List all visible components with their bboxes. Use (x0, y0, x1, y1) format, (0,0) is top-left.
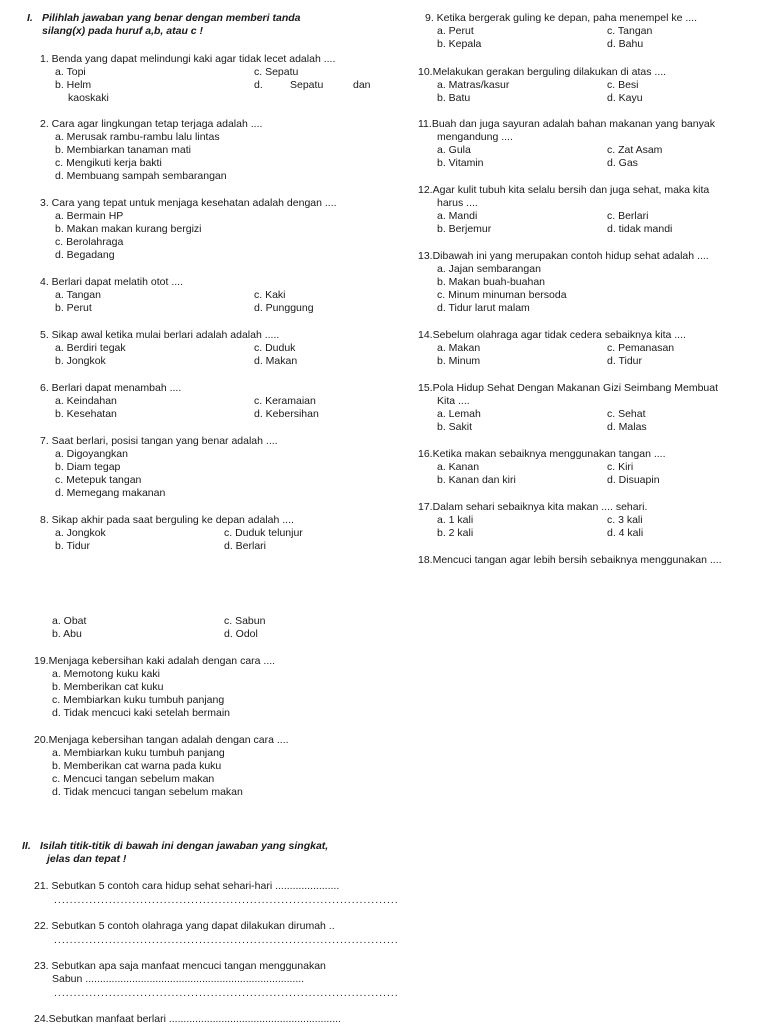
question-9-text: 9. Ketika bergerak guling ke depan, paha menempel ke .... (425, 12, 698, 24)
question-6-text: 6. Berlari dapat menambah .... (40, 382, 182, 394)
question-13-option-c: c. Minum minuman bersoda (437, 289, 567, 301)
question-12-option-b: b. Berjemur (437, 223, 492, 235)
question-2-option-b: b. Membiarkan tanaman mati (55, 144, 191, 156)
question-15-text-line2: Kita .... (437, 395, 470, 407)
question-12-option-a: a. Mandi (437, 210, 478, 222)
question-12-text-line2: harus .... (437, 197, 478, 209)
question-9-option-d: d. Bahu (607, 38, 644, 50)
question-7-text: 7. Saat berlari, posisi tangan yang benar adalah .... (40, 435, 278, 447)
question-16-option-c: c. Kiri (607, 461, 634, 473)
question-10-option-b: b. Batu (437, 92, 471, 104)
question-13-option-a: a. Jajan sembarangan (437, 263, 541, 275)
question-19-option-b: b. Memberikan cat kuku (52, 681, 164, 693)
question-15-option-b: b. Sakit (437, 421, 473, 433)
question-3-option-a: a. Bermain HP (55, 210, 124, 222)
question-1-option-a: a. Topi (55, 66, 86, 78)
question-14-option-a: a. Makan (437, 342, 481, 354)
question-13-text: 13.Dibawah ini yang merupakan contoh hidup sehat adalah .... (418, 250, 709, 262)
question-15-option-c: c. Sehat (607, 408, 646, 420)
question-15-text: 15.Pola Hidup Sehat Dengan Makanan Gizi Seimbang Membuat (418, 382, 719, 394)
question-4-option-d: d. Punggung (254, 302, 314, 314)
question-3-option-d: d. Begadang (55, 249, 115, 261)
question-21-text: 21. Sebutkan 5 contoh cara hidup sehat sehari-hari ...................... (34, 880, 340, 892)
question-8-option-a: a. Jongkok (55, 527, 106, 539)
question-3-text: 3. Cara yang tepat untuk menjaga kesehatan adalah dengan .... (40, 197, 337, 209)
question-17-option-c: c. 3 kali (607, 514, 643, 526)
question-11-option-c: c. Zat Asam (607, 144, 663, 156)
question-8-option-b: b. Tidur (55, 540, 91, 552)
question-16-option-b: b. Kanan dan kiri (437, 474, 516, 486)
question-6-option-c: c. Keramaian (254, 395, 316, 407)
question-23-text: 23. Sebutkan apa saja manfaat mencuci tangan menggunakan (34, 960, 326, 972)
question-1-option-c: c. Sepatu (254, 66, 299, 78)
question-7-option-a: a. Digoyangkan (55, 448, 128, 460)
question-19-text: 19.Menjaga kebersihan kaki adalah dengan cara .... (34, 655, 276, 667)
question-17-option-a: a. 1 kali (437, 514, 474, 526)
question-16-option-a: a. Kanan (437, 461, 480, 473)
question-10-option-a: a. Matras/kasur (437, 79, 510, 91)
question-2-option-c: c. Mengikuti kerja bakti (55, 157, 162, 169)
question-22-text: 22. Sebutkan 5 contoh olahraga yang dapat dilakukan dirumah .. (34, 920, 335, 932)
question-14-option-d: d. Tidur (607, 355, 643, 367)
question-18-option-c: c. Sabun (224, 615, 266, 627)
question-13-option-b: b. Makan buah-buahan (437, 276, 545, 288)
question-2-option-d: d. Membuang sampah sembarangan (55, 170, 227, 182)
question-14-option-b: b. Minum (437, 355, 481, 367)
question-16-option-d: d. Disuapin (607, 474, 660, 486)
question-2-option-a: a. Merusak rambu-rambu lalu lintas (55, 131, 220, 143)
question-18-option-d: d. Odol (224, 628, 258, 640)
section-2-instruction-line1: Isilah titik-titik di bawah ini dengan jawaban yang singkat, (40, 840, 329, 852)
question-5-option-b: b. Jongkok (55, 355, 106, 367)
section-2-instruction-line2: jelas dan tepat ! (47, 853, 127, 865)
question-19-option-c: c. Membiarkan kuku tumbuh panjang (52, 694, 225, 706)
question-16-text: 16.Ketika makan sebaiknya menggunakan tangan .... (418, 448, 666, 460)
question-8-text: 8. Sikap akhir pada saat berguling ke depan adalah .... (40, 514, 294, 526)
question-4-option-c: c. Kaki (254, 289, 286, 301)
question-6-option-d: d. Kebersihan (254, 408, 319, 420)
question-2-text: 2. Cara agar lingkungan tetap terjaga adalah .... (40, 118, 263, 130)
question-5-option-c: c. Duduk (254, 342, 296, 354)
question-9-option-b: b. Kepala (437, 38, 482, 50)
question-5-text: 5. Sikap awal ketika mulai berlari adalah adalah ..... (40, 329, 280, 341)
question-20-option-c: c. Mencuci tangan sebelum makan (52, 773, 215, 785)
question-17-option-b: b. 2 kali (437, 527, 474, 539)
question-3-option-b: b. Makan makan kurang bergizi (55, 223, 202, 235)
question-13-option-d: d. Tidur larut malam (437, 302, 530, 314)
question-6-option-a: a. Keindahan (55, 395, 117, 407)
question-19-option-d: d. Tidak mencuci kaki setelah bermain (52, 707, 231, 719)
question-20-text: 20.Menjaga kebersihan tangan adalah dengan cara .... (34, 734, 289, 746)
question-21-answer-line[interactable]: ........................................................................................ (54, 894, 399, 906)
question-4-option-a: a. Tangan (55, 289, 101, 301)
question-1-option-d-word1: Sepatu (290, 79, 324, 91)
question-18-option-a: a. Obat (52, 615, 87, 627)
question-5-option-d: d. Makan (254, 355, 298, 367)
question-10-option-c: c. Besi (607, 79, 639, 91)
section-1-instruction-line2: silang(x) pada huruf a,b, atau c ! (42, 25, 204, 37)
question-11-option-a: a. Gula (437, 144, 471, 156)
question-17-text: 17.Dalam sehari sebaiknya kita makan .... sehari. (418, 501, 648, 513)
question-1-option-d-letter: d. (254, 79, 263, 91)
question-12-option-c: c. Berlari (607, 210, 649, 222)
question-4-option-b: b. Perut (55, 302, 92, 314)
section-1-instruction-line1: Pilihlah jawaban yang benar dengan memberi tanda (42, 12, 301, 24)
question-7-option-c: c. Metepuk tangan (55, 474, 142, 486)
question-20-option-b: b. Memberikan cat warna pada kuku (52, 760, 222, 772)
question-9-option-a: a. Perut (437, 25, 474, 37)
question-1-text: 1. Benda yang dapat melindungi kaki agar tidak lecet adalah .... (40, 53, 336, 65)
question-23-text-line2[interactable]: Sabun ........................................................................... (52, 973, 305, 985)
question-1-option-b: b. Helm (55, 79, 92, 91)
question-11-option-b: b. Vitamin (437, 157, 484, 169)
question-9-option-c: c. Tangan (607, 25, 653, 37)
question-1-option-d-word2: dan (353, 79, 371, 91)
question-15-option-a: a. Lemah (437, 408, 481, 420)
question-19-option-a: a. Memotong kuku kaki (52, 668, 160, 680)
question-6-option-b: b. Kesehatan (55, 408, 117, 420)
question-11-text: 11.Buah dan juga sayuran adalah bahan makanan yang banyak (418, 118, 715, 130)
question-12-option-d: d. tidak mandi (607, 223, 673, 235)
question-4-text: 4. Berlari dapat melatih otot .... (40, 276, 183, 288)
question-11-option-d: d. Gas (607, 157, 638, 169)
section-2-number: II. (22, 840, 31, 852)
question-18-option-b: b. Abu (52, 628, 82, 640)
question-12-text: 12.Agar kulit tubuh kita selalu bersih dan juga sehat, maka kita (418, 184, 710, 196)
question-10-option-d: d. Kayu (607, 92, 643, 104)
question-7-option-d: d. Memegang makanan (55, 487, 166, 499)
question-10-text: 10.Melakukan gerakan berguling dilakukan di atas .... (418, 66, 667, 78)
question-5-option-a: a. Berdiri tegak (55, 342, 126, 354)
question-24-text[interactable]: 24.Sebutkan manfaat berlari ........................................................... (34, 1013, 341, 1025)
question-22-answer-line[interactable]: ........................................................................................ (54, 934, 399, 946)
question-20-option-a: a. Membiarkan kuku tumbuh panjang (52, 747, 225, 759)
question-8-option-d: d. Berlari (224, 540, 267, 552)
question-8-option-c: c. Duduk telunjur (224, 527, 303, 539)
question-14-text: 14.Sebelum olahraga agar tidak cedera sebaiknya kita .... (418, 329, 686, 341)
question-17-option-d: d. 4 kali (607, 527, 644, 539)
question-18-text: 18.Mencuci tangan agar lebih bersih sebaiknya menggunakan .... (418, 554, 722, 566)
question-1-option-b-cont: kaoskaki (68, 92, 109, 104)
question-23-answer-line[interactable]: ........................................................................................ (54, 987, 399, 999)
question-15-option-d: d. Malas (607, 421, 647, 433)
question-3-option-c: c. Berolahraga (55, 236, 124, 248)
question-7-option-b: b. Diam tegap (55, 461, 121, 473)
question-20-option-d: d. Tidak mencuci tangan sebelum makan (52, 786, 243, 798)
section-1-number: I. (27, 12, 33, 24)
question-14-option-c: c. Pemanasan (607, 342, 675, 354)
question-11-text-line2: mengandung .... (437, 131, 513, 143)
